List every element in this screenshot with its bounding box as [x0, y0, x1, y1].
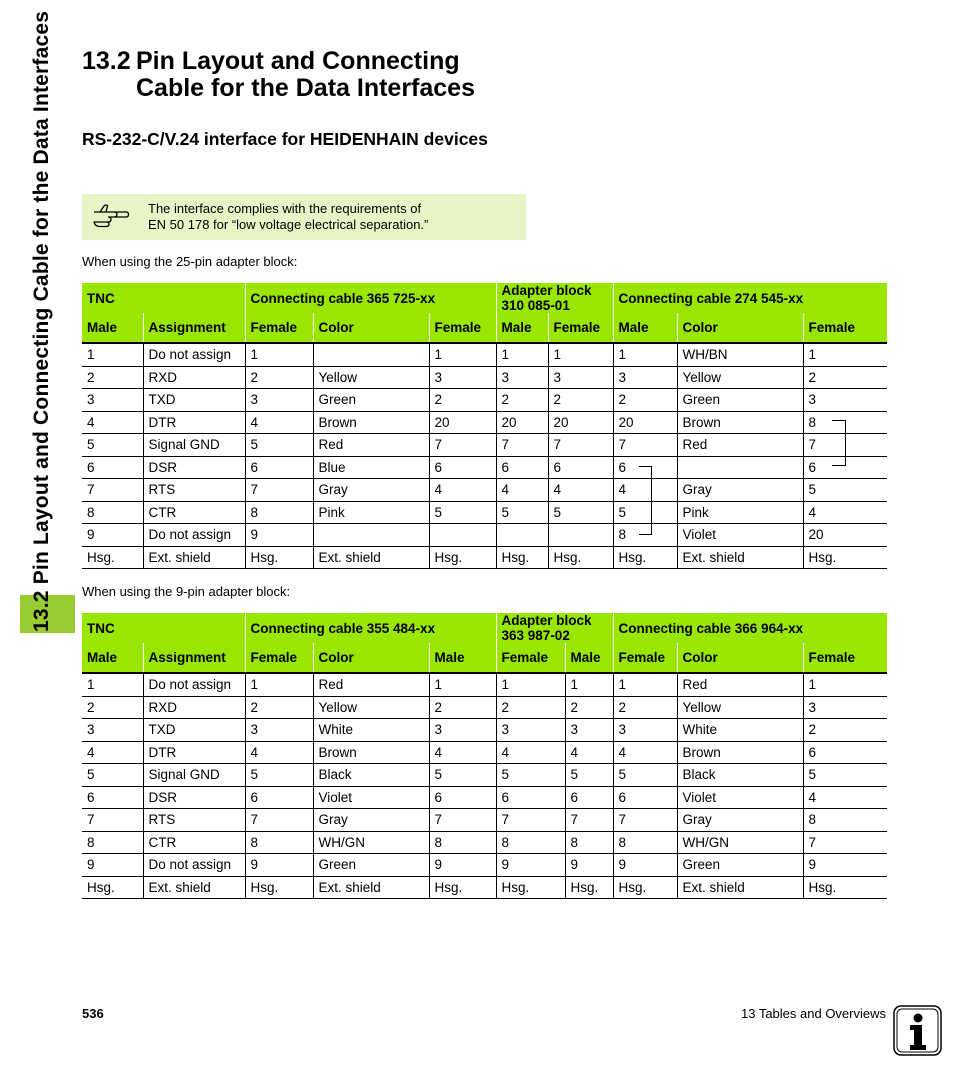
title-line-1: Pin Layout and Connecting [136, 47, 460, 75]
table-cell: 6 [803, 456, 887, 479]
table-cell: 2 [245, 696, 313, 719]
table-cell: 5 [803, 479, 887, 502]
table-cell: 8 [803, 411, 887, 434]
table-cell: Do not assign [143, 524, 245, 547]
table-row [82, 809, 887, 832]
group-header: Adapter block 363 987-02 [496, 613, 613, 643]
page-title [82, 48, 475, 102]
group-header: TNC [82, 613, 245, 643]
table-cell: 1 [496, 343, 548, 366]
table-cell: 7 [565, 809, 613, 832]
table-cell: 5 [82, 764, 143, 787]
table-cell: 4 [245, 741, 313, 764]
table-cell: DSR [143, 456, 245, 479]
table-cell: 4 [82, 411, 143, 434]
table-cell: 3 [613, 366, 677, 389]
table-cell: 9 [82, 854, 143, 877]
table-cell: Red [677, 434, 803, 457]
table-cell: RXD [143, 366, 245, 389]
table-cell: TXD [143, 389, 245, 412]
table-cell: 1 [803, 673, 887, 696]
table-cell: 3 [82, 389, 143, 412]
table-cell: 7 [429, 434, 496, 457]
table-cell: 5 [245, 764, 313, 787]
table-cell: 5 [548, 501, 613, 524]
section-subheading: RS-232-C/V.24 interface for HEIDENHAIN devices [82, 129, 488, 149]
table-cell: 7 [82, 479, 143, 502]
column-header: Color [677, 313, 803, 343]
table-cell: Violet [677, 786, 803, 809]
table-row [82, 456, 887, 479]
table-cell: 4 [565, 741, 613, 764]
table-cell: 5 [496, 501, 548, 524]
column-header: Female [803, 643, 887, 673]
table-cell: 1 [82, 673, 143, 696]
table-cell: TXD [143, 719, 245, 742]
table-cell: 20 [496, 411, 548, 434]
table-cell: 5 [82, 434, 143, 457]
table-row [82, 764, 887, 787]
group-header: Connecting cable 365 725-xx [245, 283, 496, 313]
table-cell: 9 [245, 524, 313, 547]
table-row [82, 524, 887, 547]
title-line-2: Cable for the Data Interfaces [136, 74, 475, 102]
table-cell: 9 [82, 524, 143, 547]
table-cell: WH/GN [677, 831, 803, 854]
table-cell: CTR [143, 831, 245, 854]
table-cell: Gray [313, 479, 429, 502]
table-cell: 20 [803, 524, 887, 547]
table-row [82, 366, 887, 389]
caption-9-pin: When using the 9-pin adapter block: [82, 584, 291, 599]
table-cell: 1 [613, 673, 677, 696]
table-cell: Violet [313, 786, 429, 809]
table-cell: Hsg. [82, 546, 143, 569]
table-cell: 8 [82, 831, 143, 854]
column-header: Male [496, 313, 548, 343]
table-cell: 4 [429, 479, 496, 502]
table-cell: Red [313, 673, 429, 696]
table-cell: 6 [245, 786, 313, 809]
table-cell: 9 [803, 854, 887, 877]
table-cell: 6 [496, 786, 565, 809]
table-cell: 3 [496, 719, 565, 742]
note-text: The interface complies with the requirements of EN 50 178 for “low voltage electrical separation.” [148, 201, 429, 232]
table-cell: RTS [143, 479, 245, 502]
table-cell: 2 [496, 696, 565, 719]
table-row [82, 831, 887, 854]
table-cell: 2 [803, 719, 887, 742]
table-cell: 5 [565, 764, 613, 787]
table-cell: Hsg. [496, 546, 548, 569]
column-header: Female [803, 313, 887, 343]
table-cell: 7 [245, 479, 313, 502]
table-cell: Ext. shield [677, 546, 803, 569]
table-cell: 2 [613, 696, 677, 719]
table-row [82, 434, 887, 457]
table-cell: Green [677, 854, 803, 877]
table-cell: 8 [245, 831, 313, 854]
table-cell: 6 [429, 786, 496, 809]
table-cell [429, 524, 496, 547]
table-cell: 6 [82, 786, 143, 809]
table-cell: Gray [313, 809, 429, 832]
jumper-bracket [832, 420, 846, 466]
table-cell: 3 [82, 719, 143, 742]
table-cell: 1 [245, 343, 313, 366]
table-row [82, 343, 887, 366]
column-header: Assignment [143, 313, 245, 343]
table-cell: 5 [429, 764, 496, 787]
table-cell: Pink [677, 501, 803, 524]
table-cell: Violet [677, 524, 803, 547]
table-cell: Gray [677, 479, 803, 502]
table-cell [313, 343, 429, 366]
pin-table-9 [82, 613, 887, 899]
table-row [82, 876, 887, 899]
table-cell: 3 [429, 366, 496, 389]
table-cell: 6 [245, 456, 313, 479]
note-box [82, 194, 526, 240]
table-cell: 1 [565, 673, 613, 696]
table-cell: 3 [565, 719, 613, 742]
table-cell: 20 [613, 411, 677, 434]
table-cell: 4 [245, 411, 313, 434]
group-header: Connecting cable 274 545-xx [613, 283, 887, 313]
table-cell: 6 [548, 456, 613, 479]
table-cell: DSR [143, 786, 245, 809]
table-cell: Pink [313, 501, 429, 524]
table-cell: Hsg. [82, 876, 143, 899]
table-cell: Red [313, 434, 429, 457]
table-cell: 2 [429, 389, 496, 412]
table-cell: 2 [565, 696, 613, 719]
table-row [82, 786, 887, 809]
table-cell: DTR [143, 411, 245, 434]
table-cell: 9 [429, 854, 496, 877]
table-cell: 3 [245, 719, 313, 742]
table-cell: 5 [613, 764, 677, 787]
table-cell: Hsg. [565, 876, 613, 899]
table-cell: 3 [496, 366, 548, 389]
table-cell: Yellow [313, 366, 429, 389]
table-cell: 4 [429, 741, 496, 764]
table-cell: Ext. shield [677, 876, 803, 899]
column-header: Female [429, 313, 496, 343]
table-cell: 3 [429, 719, 496, 742]
table-cell: 4 [613, 741, 677, 764]
table-cell: 4 [803, 786, 887, 809]
table-cell: 8 [565, 831, 613, 854]
table-cell: RXD [143, 696, 245, 719]
table-cell: DTR [143, 741, 245, 764]
caption-25-pin: When using the 25-pin adapter block: [82, 254, 298, 269]
table-cell: 7 [803, 434, 887, 457]
table-cell: Hsg. [429, 546, 496, 569]
table-cell: Hsg. [803, 876, 887, 899]
table-cell: 4 [803, 501, 887, 524]
info-icon [893, 1005, 942, 1056]
table-cell: 7 [803, 831, 887, 854]
column-header: Assignment [143, 643, 245, 673]
column-header: Female [613, 643, 677, 673]
table-cell: 1 [429, 343, 496, 366]
side-title: 13.2 Pin Layout and Connecting Cable for the Data Interfaces [30, 10, 53, 632]
table-row [82, 501, 887, 524]
table-cell: 5 [613, 501, 677, 524]
table-cell: Ext. shield [313, 876, 429, 899]
table-cell: 9 [496, 854, 565, 877]
table-cell: 9 [245, 854, 313, 877]
table-cell: 5 [245, 434, 313, 457]
table-cell: 2 [613, 389, 677, 412]
table-cell: 4 [82, 741, 143, 764]
table-cell: 3 [548, 366, 613, 389]
jumper-bracket [639, 466, 652, 535]
table-cell: WH/GN [313, 831, 429, 854]
table-cell: Gray [677, 809, 803, 832]
table-cell: Green [677, 389, 803, 412]
table-cell: Green [313, 389, 429, 412]
table-cell: 20 [429, 411, 496, 434]
table-cell: 20 [548, 411, 613, 434]
table-cell: 6 [803, 741, 887, 764]
table-cell: 3 [245, 389, 313, 412]
column-header: Female [548, 313, 613, 343]
table-cell: 7 [429, 809, 496, 832]
table-cell: Do not assign [143, 673, 245, 696]
table-cell: 6 [429, 456, 496, 479]
table-cell: 8 [613, 524, 677, 547]
table-cell: Blue [313, 456, 429, 479]
section-number: 13.2 [82, 47, 131, 75]
table-cell: Black [677, 764, 803, 787]
table-row [82, 389, 887, 412]
table-cell: 2 [496, 389, 548, 412]
table-row [82, 741, 887, 764]
pointing-hand-icon [92, 203, 130, 229]
table-row [82, 719, 887, 742]
group-header: Connecting cable 355 484-xx [245, 613, 496, 643]
table-cell: Hsg. [245, 546, 313, 569]
table-cell: Ext. shield [143, 546, 245, 569]
table-cell [313, 524, 429, 547]
column-header: Female [245, 313, 313, 343]
column-header: Color [677, 643, 803, 673]
table-cell: 5 [496, 764, 565, 787]
table-cell: 7 [613, 809, 677, 832]
table-cell [677, 456, 803, 479]
table-cell: 1 [82, 343, 143, 366]
column-header: Male [613, 313, 677, 343]
column-header: Female [496, 643, 565, 673]
table-cell: 2 [245, 366, 313, 389]
table-cell: 4 [496, 479, 548, 502]
table-cell: 1 [803, 343, 887, 366]
table-cell: 3 [613, 719, 677, 742]
table-cell: 7 [613, 434, 677, 457]
group-header: Adapter block 310 085-01 [496, 283, 613, 313]
table-cell: 8 [82, 501, 143, 524]
table-cell: 2 [803, 366, 887, 389]
table-cell: 3 [803, 389, 887, 412]
table-row [82, 411, 887, 434]
table-cell: 2 [82, 696, 143, 719]
table-cell: 5 [429, 501, 496, 524]
page-number: 536 [82, 1006, 104, 1021]
table-cell: Hsg. [613, 546, 677, 569]
table-cell: 8 [496, 831, 565, 854]
table-cell: Hsg. [496, 876, 565, 899]
table-cell: 3 [803, 696, 887, 719]
table-cell: 8 [803, 809, 887, 832]
table-cell: Do not assign [143, 854, 245, 877]
table-cell: Signal GND [143, 764, 245, 787]
table-cell: Green [313, 854, 429, 877]
table-cell: 6 [82, 456, 143, 479]
table-cell: 2 [82, 366, 143, 389]
table-cell: 2 [548, 389, 613, 412]
table-cell: 6 [565, 786, 613, 809]
table-cell: 2 [429, 696, 496, 719]
table-cell: Brown [313, 741, 429, 764]
table-cell: 8 [245, 501, 313, 524]
table-cell: 1 [548, 343, 613, 366]
table-cell: Brown [677, 741, 803, 764]
table-row [82, 696, 887, 719]
table-cell: CTR [143, 501, 245, 524]
table-cell: Yellow [677, 366, 803, 389]
table-cell: Hsg. [803, 546, 887, 569]
column-header: Male [82, 313, 143, 343]
table-cell: RTS [143, 809, 245, 832]
table-cell: WH/BN [677, 343, 803, 366]
table-cell: White [313, 719, 429, 742]
table-cell: 7 [245, 809, 313, 832]
table-cell: Yellow [677, 696, 803, 719]
table-cell: 5 [803, 764, 887, 787]
table-cell: Ext. shield [313, 546, 429, 569]
pin-table-25 [82, 283, 887, 569]
column-header: Male [429, 643, 496, 673]
table-cell: Ext. shield [143, 876, 245, 899]
table-cell [496, 524, 548, 547]
table-cell: 7 [496, 434, 548, 457]
table-cell: Hsg. [613, 876, 677, 899]
table-cell: Black [313, 764, 429, 787]
column-header: Female [245, 643, 313, 673]
column-header: Male [565, 643, 613, 673]
table-cell: Yellow [313, 696, 429, 719]
table-cell: 1 [496, 673, 565, 696]
table-cell: 1 [613, 343, 677, 366]
table-cell: 7 [496, 809, 565, 832]
table-cell: Hsg. [429, 876, 496, 899]
table-cell: Hsg. [245, 876, 313, 899]
table-cell: 4 [613, 479, 677, 502]
chapter-label: 13 Tables and Overviews [740, 1006, 886, 1021]
table-cell: Hsg. [548, 546, 613, 569]
column-header: Male [82, 643, 143, 673]
column-header: Color [313, 643, 429, 673]
group-header: Connecting cable 366 964-xx [613, 613, 887, 643]
table-cell: Signal GND [143, 434, 245, 457]
table-cell: 6 [613, 456, 677, 479]
table-cell: 8 [613, 831, 677, 854]
table-cell [548, 524, 613, 547]
table-cell: 9 [613, 854, 677, 877]
table-cell: White [677, 719, 803, 742]
table-cell: 4 [548, 479, 613, 502]
table-cell: 1 [245, 673, 313, 696]
table-cell: 7 [548, 434, 613, 457]
table-row [82, 854, 887, 877]
table-cell: 1 [429, 673, 496, 696]
table-cell: Do not assign [143, 343, 245, 366]
table-row [82, 673, 887, 696]
table-cell: 6 [496, 456, 548, 479]
table-cell: 6 [613, 786, 677, 809]
table-cell: 9 [565, 854, 613, 877]
table-cell: 8 [429, 831, 496, 854]
table-cell: 4 [496, 741, 565, 764]
column-header: Color [313, 313, 429, 343]
table-cell: 7 [82, 809, 143, 832]
table-row [82, 546, 887, 569]
group-header: TNC [82, 283, 245, 313]
table-cell: Brown [313, 411, 429, 434]
table-cell: Brown [677, 411, 803, 434]
table-cell: Red [677, 673, 803, 696]
table-row [82, 479, 887, 502]
